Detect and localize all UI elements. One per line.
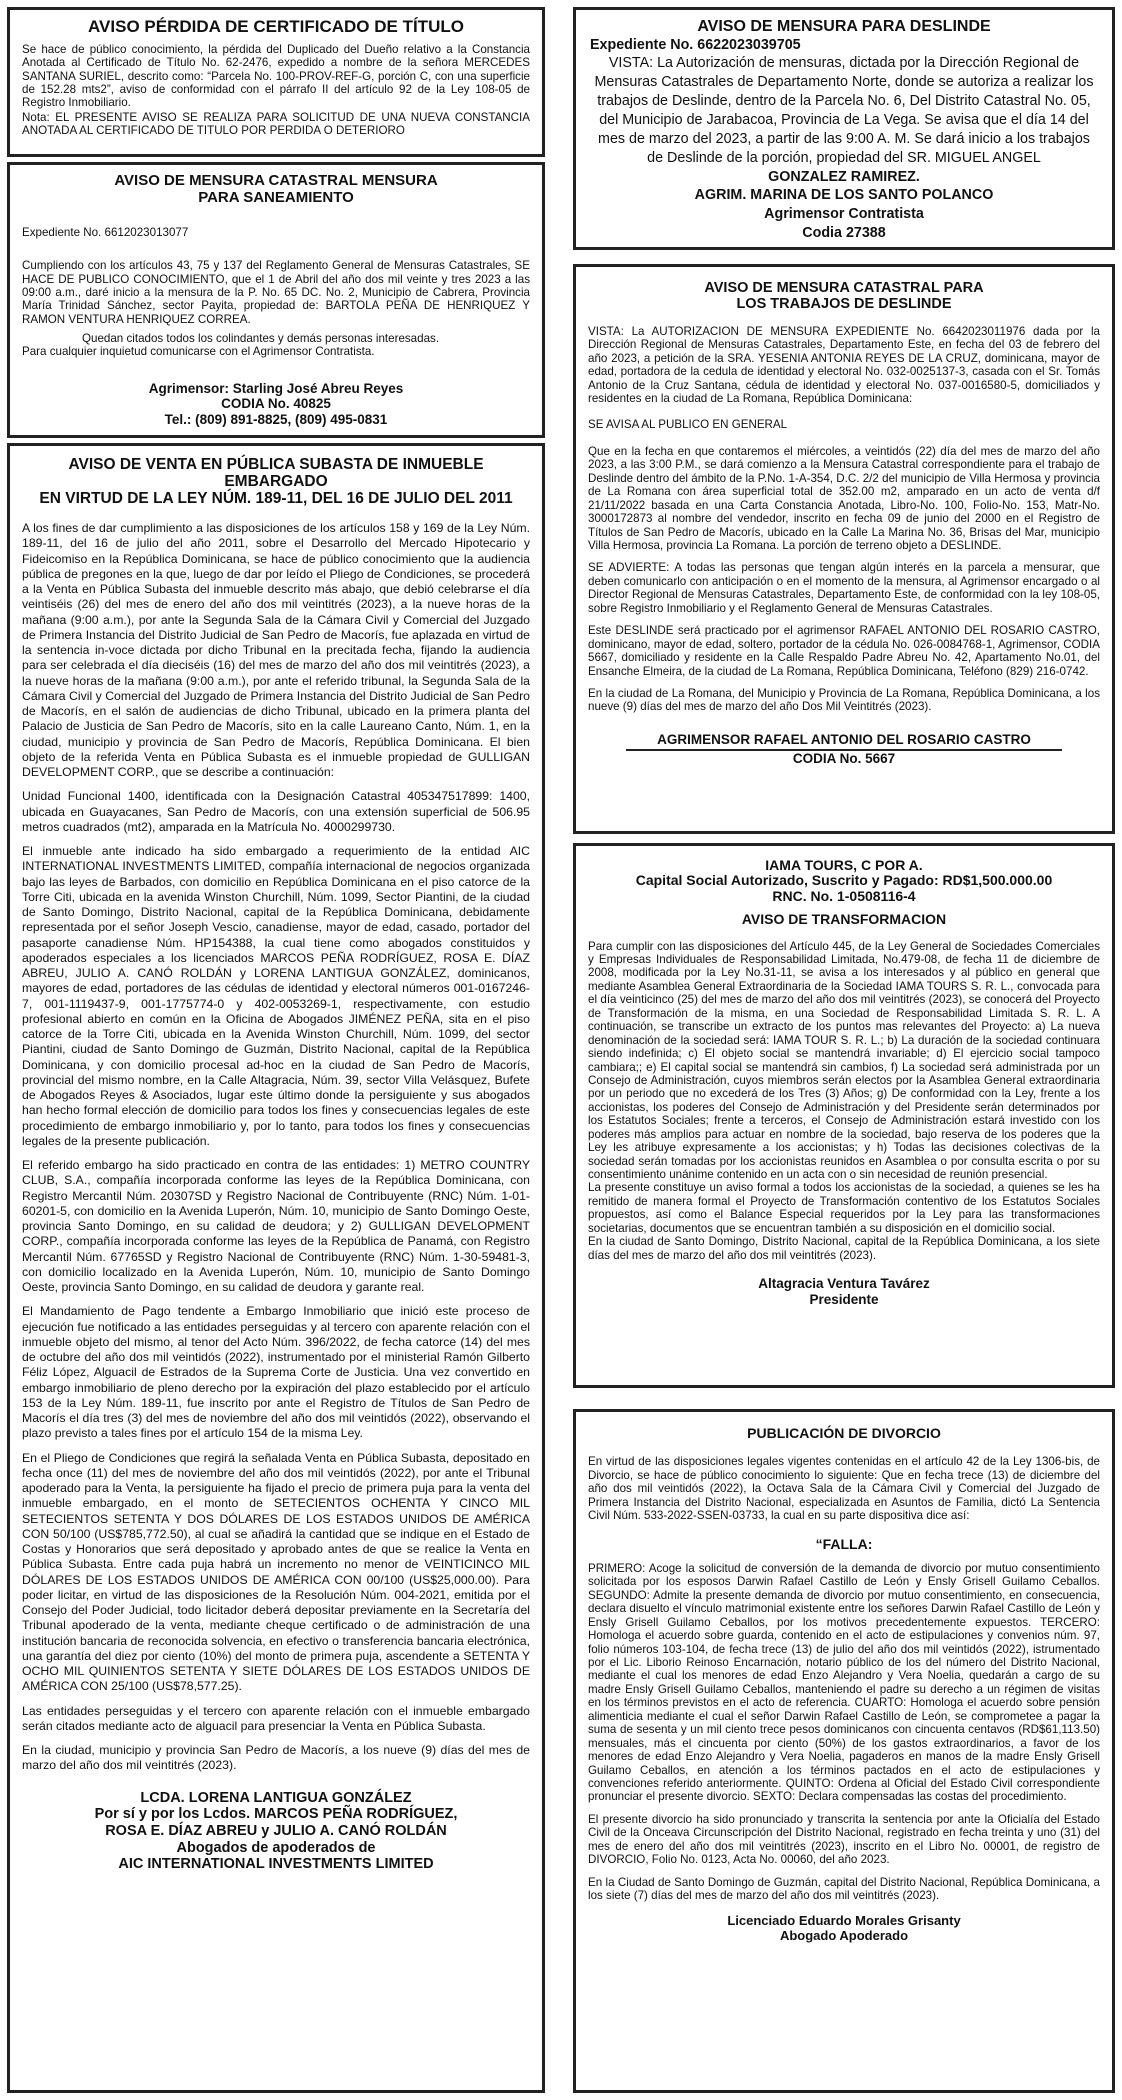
divorce-paragraph-3: El presente divorcio ha sido pronunciado y transcrita la sentencia por ante la Oficialía del Estado Civil de la Onceava Circunscripción del Distrito Nacional, registrado en fecha treinta y uno (31) del mes de enero del año dos mil veintitrés (2023), inscrito en el Libro No. 00001, de registro de DIVORCIO, Folio No. 0123, Acta No. 00060, del año 2023. — [588, 1812, 1100, 1867]
company-capital: Capital Social Autorizado, Suscrito y Pagado: RD$1,500.000.00 — [635, 872, 1053, 889]
notice-title: AVISO DE MENSURA PARA DESLINDE — [697, 18, 991, 35]
company-name: IAMA TOURS, C POR A. — [765, 857, 923, 873]
surveyor-name: AGRIMENSOR RAFAEL ANTONIO DEL ROSARIO CASTRO — [657, 731, 1031, 747]
auction-paragraph-1: A los fines de dar cumplimiento a las disposiciones de los artículos 158 y 169 de la Ley Núm. 189-11, del 16 de julio del año 2011, sobre el Desarrollo del Mercado Hipotecario y Fideicomiso en la República Dominicana, se hace de público conocimiento que la audiencia pública de pregones en la que, luego de dar por leído el Pliego de Condiciones, se procederá a la Venta en Pública Subasta del inmueble descrito más abajo, que debió celebrarse el día veintiséis (26) del mes de enero del año dos mil veintitrés (2023), a la nueve horas de la mañana (9:00 a.m.), por ante la Segunda Sala de la Cámara Civil y Comercial del Juzgado de Primera Instancia del Distrito Judicial de San Pedro de Macorís, fue aplazada en virtud de la sentencia in-voce dictada por dicho Tribunal en la precitada fecha, fijando la audiencia para ser celebrada el día dieciséis (16) del mes de marzo del año dos mil veintitrés (2023), a la nueve horas de la mañana (9:00 a.m.), por ante el referido tribunal, la Segunda Sala de la Cámara Civil y Comercial del Juzgado de Primera Instancia del Distrito Judicial de San Pedro de Macorís, en el salón de audiencias de dicho Tribunal, ubicado en la primera planta del Palacio de Justicia de San Pedro de Macorís, sito en la calle Laureano Canto, Núm. 1, en la ciudad, municipio y provincia de San Pedro de Macorís, República Dominicana. El bien objeto de la referida Venta en Pública Subasta es el inmueble propiedad de GULLIGAN DEVELOPMENT CORP., que se describe a continuación: — [22, 521, 530, 780]
cadastral-paragraph-4: SE ADVIERTE: A todas las personas que tengan algún interés en la parcela a mensurar, que deben comunicarlo con anticipación o en el momento de la mensura, al Agrimensor encargado o al Director Regional de Mensuras Catastrales, Departamento Este, de conformidad con la ley 108-05, sobre Registro Inmobiliario y el Reglamento General de Mensuras Catastrales. — [588, 561, 1100, 615]
notice-survey-sanitation — [7, 162, 545, 438]
divorce-ruling: PRIMERO: Acoge la solicitud de conversión de la demanda de divorcio por mutuo consentimiento solicitada por los esposos Darwin Rafael Castillo de León y Ensly Grisell Guilamo Ceballos. SEGUNDO: Admite la presente demanda de divorcio por mutuo consentimiento, en consecuencia, declara disuelto el vínculo matrimonial existente entre los señores Darwin Rafael Castillo de León y Ensly Grisell Guilamo Ceballos, por los motivos precedentemente expuestos. TERCERO: Homologa el acuerdo sobre guarda, contenido en el acto de estipulaciones y convenios núm. 97, folio números 103-104, de fecha trece (13) de julio del año dos mil veintidós (2022), istrumentado por el Lic. Liborio Reinoso Encarnación, notario público de los del número del Distrito Nacional, mediante el cual los menores de edad Enzo Alejandro y Vera Noelia, quedarán a cargo de su madre Ensly Grisell Guilamo Ceballos, manteniendo el padre su derecho a un régimen de visitas en los términos previstos en el acto de referencia. CUARTO: Homologa el acuerdo sobre pensión alimenticia mediante el cual el señor Darwin Rafael Castillo de León, se comprometee a pagar la suma de sesenta y un mil ciento trece pesos dominicanos con cincuenta centavos (RD$61,113.50) mensuales, más el cincuenta por ciento (50%) de los gastos extraordinarios, a favor de los menores de edad Enzo Alejandro y Vera Noelia, pagaderos en manos de la madre Ensly Grisell Guilamo Ceballos, en atención a los términos pactados en el acto de estipulaciones y convenciones referido anteriormente. QUINTO: Ordena al Oficial del Estado Civil correspondiente pronunciar el presente divorcio. SEXTO: Declara compensadas las costas del procedimiento. — [588, 1561, 1100, 1804]
auction-paragraph-3: El inmueble ante indicado ha sido embargado a requerimiento de la entidad AIC INTERNATIONAL INVESTMENTS LIMITED, compañía internacional de negocios organizada bajo las leyes de Barbados, con domicilio en República Dominicana en el piso catorce de la Torre Citi, ubicada en la avenida Winston Churchill, Núm. 1099, Sector Piantini, de la ciudad de Santo Domingo, Distrito Nacional, capital de la República Dominicana, debidamente representada por el señor Joseph Vescio, canadiense, mayor de edad, casado, portador del pasaporte canadiense Núm. HP154388, la cual tiene como abogados constituidos y apoderados especiales a los licenciados MARCOS PEÑA RODRÍGUEZ, ROSA E. DÍAZ ABREU, JULIO A. CANÓ ROLDÁN y LORENA LANTIGUA GONZÁLEZ, dominicanos, mayores de edad, portadores de las cédulas de identidad y electoral números 001-0167246-7, 001-1119437-9, 001-1775774-0 y 402-0053269-1, respectivamente, con estudio profesional abierto en común en la Oficina de Abogados JIMÉNEZ PEÑA, sita en el piso catorce de la Torre Citi, ubicada en la Avenida Winston Churchill, Núm. 1099, del sector Piantini, ciudad de Santo Domingo de Guzmán, Distrito Nacional, capital de la República Dominicana, y con domicilio procesal ad-hoc en la ciudad de San Pedro de Macorís, provincial del mismo nombre, en la Calle Altagracia, Núm. 39, sector Villa Velásquez, Bufete de Abogados Reyes & Asociados, lugar este último donde la persiguiente y sus abogados han hecho formal elección de domicilio para todos los fines y consecuencias legales de este procedimiento de embargo inmobiliario y, por lo tanto, para todos los fines y consecuencias legales de la presente publicación. — [22, 844, 530, 1148]
expediente-number: Expediente No. 6612023013077 — [22, 226, 189, 239]
cadastral-paragraph-1: VISTA: La AUTORIZACION DE MENSURA EXPEDIENTE No. 6642023011976 dada por la Dirección Regional de Mensuras Catastrales, Departamento Este, en fecha del 03 de febrero del año 2023, a petición de la SRA. YESENIA ANTONIA REYES DE LA CRUZ, dominicana, mayor de edad, portadora de la cedula de identidad y electoral No. 032-0025137-3, casada con el Sr. Tomás Antonio de la Cruz Santana, cédula de identidad y electoral No. 037-0016580-5, domiciliados y residentes en la ciudad de La Romana, República Dominicana: — [588, 324, 1100, 406]
signatory-name: LCDA. LORENA LANTIGUA GONZÁLEZ — [140, 1789, 412, 1806]
transformation-paragraph-2: La presente constituye un aviso formal a todos los accionistas de la sociedad, a quienes se les ha remitido de manera formal el Proyecto de Transformación contentivo de los Estatutos Sociales propuestos, así como el Balance Especial requeridos por la Ley para las transformaciones societarias, documentos que se encuentran también a su disposición en el domicilio social. — [588, 1181, 1100, 1235]
notice-body: Cumpliendo con los artículos 43, 75 y 137 del Reglamento General de Mensuras Catastrales, SE HACE DE PUBLICO CONOCIMIENTO, que el 1 de Abril del año dos mil veinte y tres 2023 a las 09:00 a.m., daré inicio a la mensura de la P. No. 65 DC. No. 2, Municipio de Cabrera, Provincia María Trinidad Sánchez, sector Payita, propiedad de: BARTOLA PEÑA DE HENRIQUEZ Y RAMON VENTURA HENRIQUEZ CORREA. — [22, 259, 530, 326]
notice-subtitle: PARA SANEAMIENTO — [198, 188, 354, 206]
auction-paragraph-4: El referido embargo ha sido practicado en contra de las entidades: 1) METRO COUNTRY CLUB, S.A., compañía incorporada conforme las leyes de la República Dominicana, con Registro Mercantil Núm. 20307SD y Registro Nacional de Contribuyente (RNC) Núm. 1-01-60201-5, con domicilio en la Avenida Luperón, Núm. 10, municipio de Santo Domingo Oeste, provincia Santo Domingo, en su calidad de deudora; y 2) GULLIGAN DEVELOPMENT CORP., compañía incorporada conforme las leyes de la República de Panamá, con Registro Mercantil Núm. 67765SD y Registro Nacional de Contribuyente (RNC) Núm. 1-30-59481-3, con domicilio localizado en la Avenida Luperón, Núm. 10, municipio de Santo Domingo Oeste, provincia Santo Domingo, en su calidad de deudora y garante real. — [22, 1158, 530, 1295]
notice-title: AVISO DE TRANSFORMACION — [741, 911, 947, 928]
auction-paragraph-5: El Mandamiento de Pago tendente a Embargo Inmobiliario que inició este proceso de ejecución fue notificado a las entidades perseguidas y al tercero con aparente relación con el inmueble objeto del mismo, al tenor del Acto Núm. 396/2022, de fecha catorce (14) del mes de octubre del año dos mil veintidós (2022), instrumentado por el ministerial Ramón Gilberto Féliz López, Alguacil de Estrados de la Suprema Corte de Justicia. Una vez convertido en embargo inmobiliario de pleno derecho por la expiración del plazo establecido por el artículo 153 de la Ley Núm. 189-11, fue inscrito por ante el Registro de Títulos de San Pedro de Macorís el día tres (3) del mes de noviembre del año dos mil veintidós (2022), observando el plazo previsto a tales fines por el artículo 154 de la misma Ley. — [22, 1304, 530, 1441]
company-rnc: RNC. No. 1-0508116-4 — [772, 887, 916, 904]
cadastral-paragraph-5: Este DESLINDE será practicado por el agrimensor RAFAEL ANTONIO DEL ROSARIO CASTRO, dominicano, mayor de edad, soltero, portador de la cédula No. 026-0084768-1, Agrimensor, CODIA 5667, domiciliado y residente en la Calle Respaldo Padre Abreu No. 42, Apartamento No.01, del Ensanche Elmeira, de la ciudad de La Romana, República Dominicana, Teléfono (829) 216-0742. — [588, 624, 1100, 678]
signatory-line-2: Por sí y por los Lcdos. MARCOS PEÑA RODRÍGUEZ, — [94, 1806, 458, 1823]
notice-body: Se hace de público conocimiento, la pérdida del Duplicado del Dueño relativo a la Constancia Anotada al Certificado de Título No. 62-2476, expedido a nombre de la señora MERCEDES SANTANA SURIEL, descrito como: “Parcela No. 100-PROV-REF-G, porción C, con una superficie de 152.28 mts2”, aviso de conformidad con el párrafo II del artículo 92 de la Ley 108-05 de Registro Inmobiliario. — [22, 42, 530, 110]
notice-title: PUBLICACIÓN DE DIVORCIO — [747, 1425, 941, 1441]
signatory-name: Licenciado Eduardo Morales Grisanty — [727, 1913, 961, 1929]
surveyor-codia: CODIA No. 40825 — [221, 396, 331, 412]
signatory-line-4: Abogados de apoderados de — [176, 1839, 376, 1856]
notice-title: AVISO DE VENTA EN PÚBLICA SUBASTA DE INMUEBLE — [68, 456, 484, 473]
owner-name: GONZALEZ RAMIREZ. — [768, 168, 920, 185]
notice-company-transformation — [573, 843, 1115, 1388]
signatory-title: Presidente — [809, 1291, 879, 1307]
notice-title-line2: EMBARGADO — [224, 473, 328, 491]
notice-body: VISTA: La Autorización de mensuras, dictada por la Dirección Regional de Mensuras Catastrales de Departamento Norte, donde se autoriza a realizar los trabajos de Deslinde, dentro de la Parcela No. 6, Del Distrito Catastral No. 05, del Municipio de Jarabacoa, Provincia de La Vega. Se avisa que el día 14 del mes de marzo del 2023, a partir de las 9:00 A. M. Se dará inicio a los trabajos de Deslinde de la porción, propiedad del SR. MIGUEL ANGEL — [594, 55, 1094, 166]
notice-title: AVISO PÉRDIDA DE CERTIFICADO DE TÍTULO — [88, 17, 464, 36]
notice-citation: Quedan citados todos los colindantes y demás personas interesadas. — [82, 331, 440, 345]
notice-subtitle: LOS TRABAJOS DE DESLINDE — [736, 295, 952, 312]
surveyor-codia: Codia 27388 — [802, 225, 886, 242]
signatory-line-3: ROSA E. DÍAZ ABREU y JULIO A. CANÓ ROLDÁN — [105, 1822, 447, 1839]
notice-title-line3: EN VIRTUD DE LA LEY NÚM. 189-11, DEL 16 DE JULIO DEL 2011 — [39, 490, 513, 508]
auction-paragraph-6: En el Pliego de Condiciones que regirá la señalada Venta en Pública Subasta, depositado en fecha once (11) del mes de noviembre del año dos mil veintidós (2022), por ante el Tribunal apoderado para la Venta, la persiguiente ha fijado el precio de primera puja para la venta del inmueble embargado, en el monto de SETECIENTOS OCHENTA Y CINCO MIL SETECIENTOS SETENTA Y DOS DÓLARES DE LOS ESTADOS UNIDOS DE AMÉRICA CON 50/100 (US$785,772.50), al cual se añadirá la cantidad que se indique en el Estado de Costas y Honorarios que será depositado y aprobado antes de que se realice la Venta en Pública Subasta. Entre cada puja habrá un incremento no menor de VEINTICINCO MIL DÓLARES DE LOS ESTADOS UNIDOS DE AMÉRICA CON 00/100 (US$25,000.00). Para poder licitar, en virtud de las disposiciones de la Resolución Núm. 004-2021, emitida por el Consejo del Poder Judicial, todo licitador deberá depositar previamente en la Secretaría del Tribunal apoderado de la venta, mediante cheque certificado o de administración de una institución bancaria de reconocida solvencia, en efectivo o transferencia bancaria electrónica, una garantía del diez por ciento (10%) del monto de primera puja, ascendente a SETENTA Y OCHO MIL QUINIENTOS SETENTA Y SIETE DÓLARES DE LOS ESTADOS UNIDOS DE AMÉRICA CON 25/100 (US$78,577.25). — [22, 1450, 530, 1694]
notice-divorce-publication — [573, 1409, 1115, 2093]
auction-paragraph-2: Unidad Funcional 1400, identificada con la Designación Catastral 405347517899: 1400, ubicada en Guayacanes, San Pedro de Macorís, con una extensión superficial de 506.95 metros cuadrados (mt2), amparada en la Matrícula No. 4000299730. — [22, 789, 530, 834]
surveyor-name: AGRIM. MARINA DE LOS SANTO POLANCO — [694, 187, 994, 204]
cadastral-paragraph-3: Que en la fecha en que contaremos el miércoles, a veintidós (22) día del mes de marzo del año 2023, a las 3:00 P.M., se dará comienzo a la Mensura Catastral correspondiente para el trabajo de Deslinde dentro del ámbito de la P.No. 1-A-354, D.C. 2/2 del municipio de Villa Hermosa y provincia de La Romana con área superficial total de 352.00 m2, amparado en un acto de venta d/f 21/11/2022 basada en una Carta Constancia Anotada, Libro-No. 100, Folio-No. 153, Matr-No. 3000172873 al nombre del vendedor, inscrito en fecha 09 de junio del 2000 en el Registro de Títulos de San Pedro de Macorís, ubicado en la Calle La Marina No. 36, Brisas del Mar, municipio Villa Hermosa, provincia La Romana. La porción de terreno objeto a DESLINDE. — [588, 444, 1100, 552]
cadastral-paragraph-2: SE AVISA AL PUBLICO EN GENERAL — [588, 417, 788, 431]
surveyor-codia: CODIA No. 5667 — [792, 751, 896, 767]
notice-title: AVISO DE MENSURA CATASTRAL MENSURA — [114, 172, 438, 189]
surveyor-phone: Tel.: (809) 891-8825, (809) 495-0831 — [164, 411, 388, 427]
notice-title: AVISO DE MENSURA CATASTRAL PARA — [704, 280, 984, 296]
surveyor-name: Agrimensor: Starling José Abreu Reyes — [148, 380, 404, 396]
notice-cadastral-survey — [573, 264, 1115, 834]
divorce-paragraph-4: En la Ciudad de Santo Domingo de Guzmán, capital del Distrito Nacional, República Dominicana, a los siete (7) días del mes de marzo del año dos mil veintitrés (2023). — [588, 1875, 1100, 1903]
signatory-title: Abogado Apoderado — [779, 1928, 909, 1944]
auction-paragraph-7: Las entidades perseguidas y el tercero con aparente relación con el inmueble embargado serán citados mediante acto de alguacil para presenciar la Venta en Pública Subasta. — [22, 1703, 530, 1733]
transformation-paragraph-1: Para cumplir con las disposiciones del Artículo 445, de la Ley General de Sociedades Comerciales y Empresas Individuales de Responsabilidad Limitada, No.479-08, de fecha 11 de diciembre de 2008, modificada por la Ley No.31-11, se avisa a los interesados y al público en general que mediante Asamblea General Extraordinaria de la Sociedad IAMA TOURS S. R. L., convocada para el día veinticinco (25) del mes de marzo del año dos mil veintitrés (2023), se conocerá del Proyecto de Transformación de la misma, en una Sociedad de Responsabilidad Limitada S. R. L. A continuación, se transcribe un extracto de los puntos mas relevantes del Proyecto: a) La nueva denominación de la sociedad será: IAMA TOUR S. R. L.; b) La duración de la sociedad continuara siendo indefinida; c) El objeto social se mantendrá invariable; d) El ejercicio social tampoco cambiara;; e) El capital social se mantendrá sin cambios, f) La sociedad será administrada por un Consejo de Administración, cuyos miembros serán electos por la Asamblea General extraordinaria por un periodo que no excederá de los Tres (3) Años; g) De conformidad con la Ley, frente a los accionistas, los poderes del Consejo de Administración y del Presidente serán determinados por los Estatutos Sociales; frente a terceros, el Consejo de Administración estará investido con los poderes más amplios para actuar en nombre de la sociedad, bajo reserva de los poderes que la Ley les atribuye expresamente a los accionistas; y h) Todas las decisiones colectivas de la sociedad serán tomadas por los accionistas reunidos en Asamblea o por consulta escrita o por su consentimiento unánime contenido en un acta con o sin necesidad de reunión presencial. — [588, 939, 1100, 1181]
cadastral-paragraph-6: En la ciudad de La Romana, del Municipio y Provincia de La Romana, República Dominicana, a los nueve (9) días del mes de marzo del año Dos Mil Veintitrés (2023). — [588, 686, 1100, 714]
expediente-number: Expediente No. 6622023039705 — [590, 36, 801, 53]
signatory-line-5: AIC INTERNATIONAL INVESTMENTS LIMITED — [118, 1856, 434, 1873]
auction-paragraph-8: En la ciudad, municipio y provincia San Pedro de Macorís, a los nueve (9) días del mes de marzo del año dos mil veintitrés (2023). — [22, 1743, 530, 1773]
notice-public-auction — [7, 443, 545, 2093]
notice-note: Nota: EL PRESENTE AVISO SE REALIZA PARA SOLICITUD DE UNA NUEVA CONSTANCIA ANOTADA AL CERTIFICADO DE TITULO POR PERDIDA O DETERIORO — [22, 110, 530, 138]
notice-lost-title-certificate — [7, 7, 545, 157]
notice-contact-line: Para cualquier inquietud comunicarse con el Agrimensor Contratista. — [22, 345, 375, 359]
surveyor-title: Agrimensor Contratista — [764, 206, 924, 223]
signatory-name: Altagracia Ventura Tavárez — [758, 1276, 930, 1292]
ruling-heading: “FALLA: — [815, 1535, 873, 1552]
transformation-paragraph-3: En la ciudad de Santo Domingo, Distrito Nacional, capital de la República Dominicana, a los siete días del mes de marzo del año dos mil veintitrés (2023). — [588, 1235, 1100, 1262]
divorce-paragraph-1: En virtud de las disposiciones legales vigentes contenidas en el artículo 42 de la Ley 1306-bis, de Divorcio, se hace de público conocimiento lo siguiente: Que en fecha trece (13) de diciembre del año dos mil veintidós (2022), la Octava Sala de la Cámara Civil y Comercial del Juzgado de Primera Instancia del Distrito Nacional, especializada en Asuntos de Familia, dictó La Sentencia Civil Núm. 533-2022-SSEN-03733, la cual en su parte dispositiva dice así: — [588, 1455, 1100, 1523]
notice-survey-deslinde — [573, 7, 1115, 250]
